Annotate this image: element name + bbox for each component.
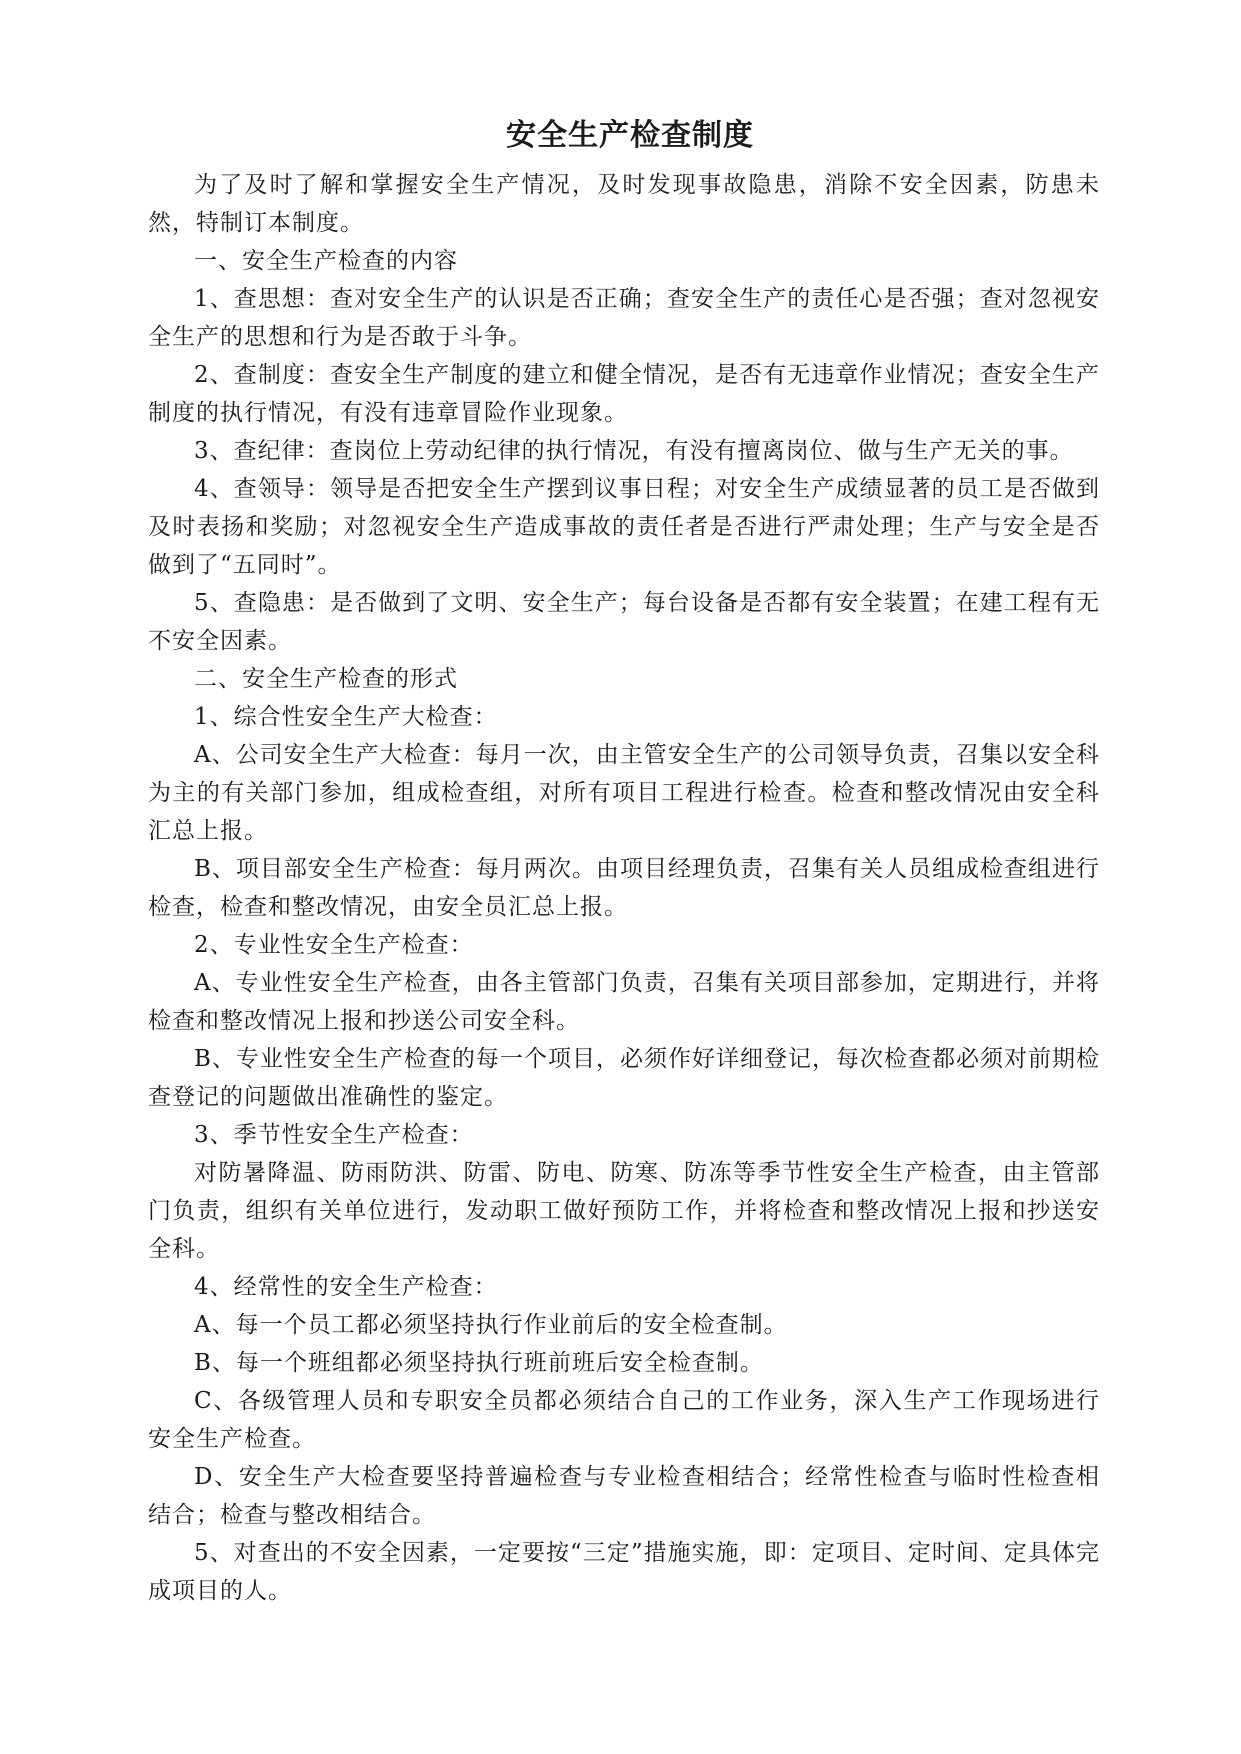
paragraph: A、每一个员工都必须坚持执行作业前后的安全检查制。 <box>194 1312 788 1338</box>
paragraph: 对防暑降温、防雨防洪、防雷、防电、防寒、防冻等季节性安全生产检查，由主管部门负责，组织有关单位进行，发动职工做好预防工作，并将检查和整改情况上报和抄送安全科。 <box>148 1160 1100 1262</box>
subsection-heading: 3、季节性安全生产检查： <box>194 1122 474 1148</box>
paragraph: 4、查领导：领导是否把安全生产摆到议事日程；对安全生产成绩显著的员工是否做到及时表扬和奖励；对忽视安全生产造成事故的责任者是否进行严肃处理；生产与安全是否做到了“五同时”。 <box>148 476 1100 578</box>
paragraph: D、安全生产大检查要坚持普遍检查与专业检查相结合；经常性检查与临时性检查相结合；检查与整改相结合。 <box>148 1464 1100 1528</box>
paragraph: 3、查纪律：查岗位上劳动纪律的执行情况，有没有擅离岗位、做与生产无关的事。 <box>194 438 1074 464</box>
section-heading: 二、安全生产检查的形式 <box>194 666 458 692</box>
paragraph: C、各级管理人员和专职安全员都必须结合自己的工作业务，深入生产工作现场进行安全生产检查。 <box>148 1388 1100 1452</box>
paragraph: B、每一个班组都必须坚持执行班前班后安全检查制。 <box>194 1350 764 1376</box>
paragraph: A、专业性安全生产检查，由各主管部门负责，召集有关项目部参加，定期进行，并将检查和整改情况上报和抄送公司安全科。 <box>148 970 1100 1034</box>
paragraph: B、项目部安全生产检查：每月两次。由项目经理负责，召集有关人员组成检查组进行检查，检查和整改情况，由安全员汇总上报。 <box>148 856 1100 920</box>
paragraph: 2、查制度：查安全生产制度的建立和健全情况，是否有无违章作业情况；查安全生产制度的执行情况，有没有违章冒险作业现象。 <box>148 362 1100 426</box>
document-title: 安全生产检查制度 <box>506 118 754 153</box>
paragraph: 5、查隐患：是否做到了文明、安全生产；每台设备是否都有安全装置；在建工程有无不安全因素。 <box>148 590 1100 654</box>
document-body <box>148 112 1100 1610</box>
subsection-heading: 2、专业性安全生产检查： <box>194 932 474 958</box>
subsection-heading: 1、综合性安全生产大检查： <box>194 704 498 730</box>
paragraph: A、公司安全生产大检查：每月一次，由主管安全生产的公司领导负责，召集以安全科为主的有关部门参加，组成检查组，对所有项目工程进行检查。检查和整改情况由安全科汇总上报。 <box>148 742 1100 844</box>
paragraph: 5、对查出的不安全因素，一定要按“三定”措施实施，即：定项目、定时间、定具体完成项目的人。 <box>148 1540 1100 1604</box>
section-heading: 一、安全生产检查的内容 <box>194 248 458 274</box>
subsection-heading: 4、经常性的安全生产检查： <box>194 1274 498 1300</box>
paragraph: B、专业性安全生产检查的每一个项目，必须作好详细登记，每次检查都必须对前期检查登记的问题做出准确性的鉴定。 <box>148 1046 1100 1110</box>
paragraph: 1、查思想：查对安全生产的认识是否正确；查安全生产的责任心是否强；查对忽视安全生产的思想和行为是否敢于斗争。 <box>148 286 1100 350</box>
intro-paragraph: 为了及时了解和掌握安全生产情况，及时发现事故隐患，消除不安全因素，防患未然，特制订本制度。 <box>148 172 1100 236</box>
